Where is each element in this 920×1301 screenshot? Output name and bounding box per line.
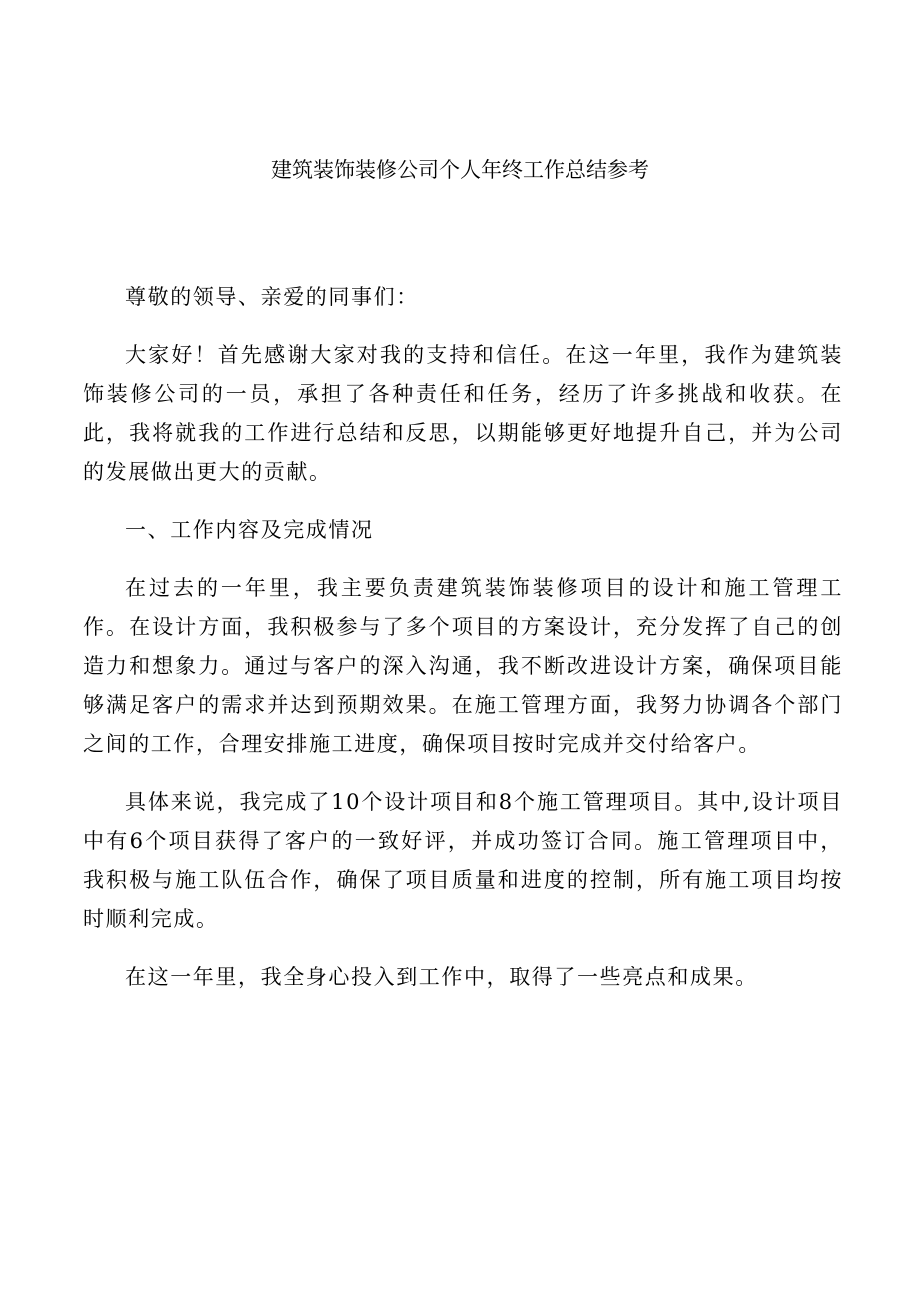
intro-paragraph: 大家好！首先感谢大家对我的支持和信任。在这一年里，我作为建筑装饰装修公司的一员，承担了各种责任和任务，经历了许多挑战和收获。在此，我将就我的工作进行总结和反思，以期能够更好地提升自己，并为公司的发展做出更大的贡献。 — [83, 343, 843, 484]
greeting-paragraph: 尊敬的领导、亲爱的同事们： — [125, 285, 419, 309]
achievements-paragraph: 在这一年里，我全身心投入到工作中，取得了一些亮点和成果。 — [125, 965, 758, 989]
document-body — [83, 278, 843, 1016]
document-title: 建筑装饰装修公司个人年终工作总结参考 — [271, 158, 649, 182]
project-details-paragraph: 具体来说，我完成了10个设计项目和8个施工管理项目。其中,设计项目中有6个项目获得了客户的一致好评，并成功签订合同。施工管理项目中，我积极与施工队伍合作，确保了项目质量和进度的控制，所有施工项目均按时顺利完成。 — [83, 790, 843, 931]
section-heading: 一、工作内容及完成情况 — [125, 518, 374, 542]
work-content-paragraph: 在过去的一年里，我主要负责建筑装饰装修项目的设计和施工管理工作。在设计方面，我积极参与了多个项目的方案设计，充分发挥了自己的创造力和想象力。通过与客户的深入沟通，我不断改进设计方案，确保项目能够满足客户的需求并达到预期效果。在施工管理方面，我努力协调各个部门之间的工作，合理安排施工进度，确保项目按时完成并交付给客户。 — [83, 576, 843, 756]
